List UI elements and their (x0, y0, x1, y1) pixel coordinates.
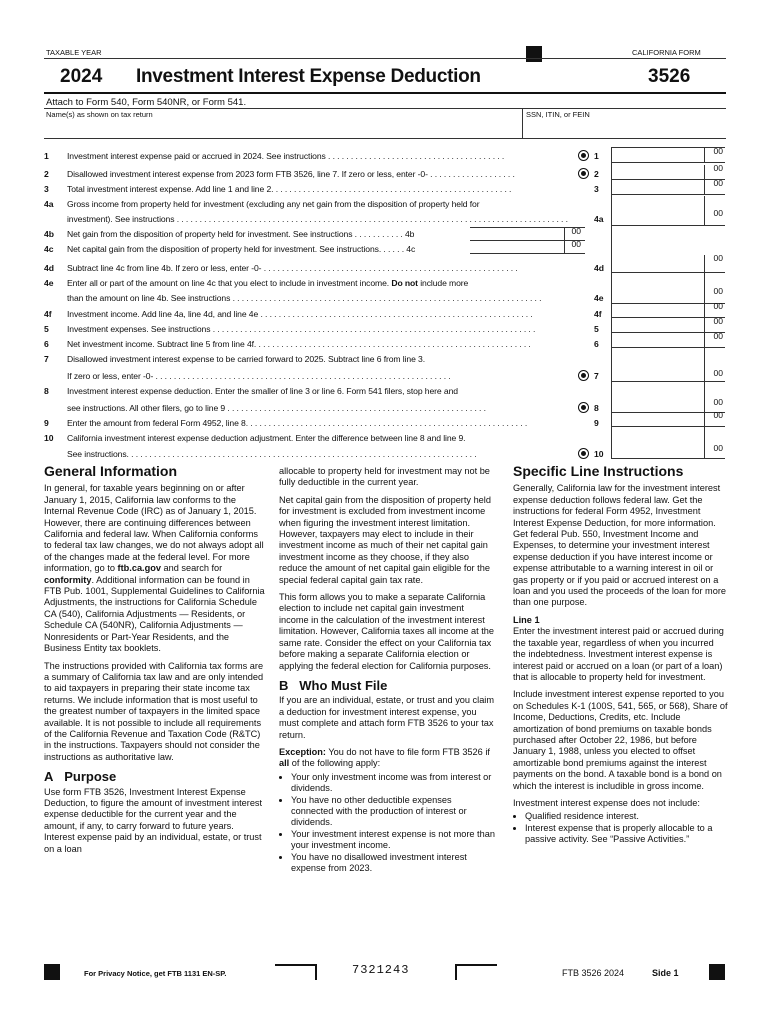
line-5-ref: 5 (594, 324, 599, 334)
amount-column-left-border (611, 147, 612, 458)
purpose-heading (44, 769, 266, 785)
line-8-text-1: Investment interest expense deduction. Enter the smaller of line 3 or line 6. Form 541 filers, stop here and (67, 386, 458, 396)
specific-instructions-heading: Specific Line Instructions (513, 463, 684, 479)
line-3-cents: 00 (713, 178, 723, 188)
names-label: Name(s) as shown on tax return (46, 110, 153, 119)
line-4f-number: 4f (44, 309, 52, 319)
line-4e-text-1 (67, 278, 468, 288)
line-7-number: 7 (44, 354, 49, 364)
line-4f-cents: 00 (713, 301, 723, 311)
footer-mark-left (44, 964, 60, 980)
middle-p3: This form allows you to make a separate California election to include net capital gain investment income in the calculation of the investment interest limitation. However, California taxes all income at the same rate. Consider the effect on your California tax before making a separate California election or applying the federal election for California purposes. (279, 592, 494, 671)
line-4b-number: 4b (44, 229, 55, 239)
line-3-text: Total investment interest expense. Add line 1 and line 2. . . . . . . . . . . . . . . . . . . . . . . . . . . . . . . . . . . . . . . . . . . . . . . . . . . . . (67, 184, 512, 194)
line-4b-text: Net gain from the disposition of property held for investment. See instructions . . . . . . . . . . . 4b (67, 229, 415, 239)
line1-heading: Line 1 (513, 614, 540, 625)
line-9-cents: 00 (713, 410, 723, 420)
form-top-rule (44, 138, 726, 139)
line-10-cents: 00 (713, 443, 723, 453)
who-must-file-text: If you are an individual, estate, or trust and you claim a deduction for investment interest expense, you must complete and attach form FTB 3526 to your tax return. (279, 695, 495, 740)
line-4f-ref: 4f (594, 309, 602, 319)
line-6-ref: 6 (594, 339, 599, 349)
taxable-year-label: TAXABLE YEAR (46, 48, 102, 57)
line-9-text: Enter the amount from federal Form 4952, line 8. . . . . . . . . . . . . . . . . . . . . . . . . . . . . . . . . . . . . . . . . . . . . . . . . . . . . . . . . . . . . . (67, 418, 528, 428)
line-5-number: 5 (44, 324, 49, 334)
line-4c-number: 4c (44, 244, 54, 254)
general-info-heading: General Information (44, 463, 178, 479)
line-7-text-1: Disallowed investment interest expense to be carried forward to 2025. Subtract line 6 from line 3. (67, 354, 426, 364)
footer-mark-right (709, 964, 725, 980)
line-3-amount[interactable] (611, 180, 725, 195)
specific-p2: Enter the investment interest paid or accrued during the taxable year, regardless of when you incurred the indebtedness. Investment interest expense is interest paid or accrued on a loan (or part of a loan) that is allocable to property held for investment. (513, 626, 724, 682)
line-4e-cents: 00 (713, 286, 723, 296)
ftb-link[interactable]: ftb.ca.gov (117, 563, 161, 574)
line-6-cents: 00 (713, 331, 723, 341)
line-7-text-2: If zero or less, enter -0- . . . . . . . . . . . . . . . . . . . . . . . . . . . . . . . . . . . . . . . . . . . . . . . . . . . . . . . . . . . . . . . . . (67, 371, 451, 381)
attach-note: Attach to Form 540, Form 540NR, or Form 541. (46, 97, 247, 108)
middle-p2: Net capital gain from the disposition of property held for investment is excluded from investment income when figuring the investment interest limitation. However, taxpayers may elect to include in their investment income as much of their net capital gain investment income as they choose, if they also reduce the amount of net capital gain eligible for the special federal capital gain tax rate. (279, 494, 491, 585)
exception-all: all (279, 758, 290, 769)
line-7-amount[interactable] (611, 348, 725, 382)
line-4e-text-2: than the amount on line 4b. See instructions . . . . . . . . . . . . . . . . . . . . . . . . . . . . . . . . . . . . . . . . . . . . . . . . . . . . . . . . . . . . . . . . . . . . (67, 293, 542, 303)
line-3-number: 3 (44, 184, 49, 194)
exception-end: of the following apply: (289, 758, 381, 769)
exception-item: • You have no disallowed investment interest expense from 2023. (291, 852, 495, 875)
exception-item: • Your only investment income was from interest or dividends. (291, 772, 495, 795)
line-4a-ref: 4a (594, 214, 604, 224)
line-4a-text-1: Gross income from property held for investment (excluding any net gain from the disposition of property held for (67, 199, 480, 209)
line-4e-text-1c: include more (417, 278, 469, 288)
line-4a-number: 4a (44, 199, 54, 209)
line-4f-amount[interactable] (611, 303, 725, 318)
line-4d-number: 4d (44, 263, 55, 273)
ssn-field[interactable] (523, 110, 726, 138)
specific-p3: Include investment interest expense reported to you on Schedules K-1 (100S, 541, 565, or 568), Share of Income, Deductions, Credits, etc. Include amortization of bond premiums on taxable bonds purchased after October 22, 1986, but before January 1, 1988, unless you elected to offset amortizable bond premiums against the interest payments on the bond. A taxable bond is a bond on which the interest is includible in gross income. (513, 689, 728, 791)
line-1-bullet-icon (578, 150, 589, 161)
purpose-title: Purpose (64, 769, 117, 785)
line-4a-cents: 00 (713, 208, 723, 218)
line-1-cents: 00 (713, 146, 723, 156)
line-4a-amount[interactable] (611, 196, 725, 226)
exclusion-item: • Interest expense that is properly allocable to a passive activity. See “Passive Activities.” (525, 823, 729, 846)
privacy-notice: For Privacy Notice, get FTB 1131 EN-SP. (84, 969, 227, 978)
exception-item: • You have no other deductible expenses connected with the production of interest or dividends. (291, 795, 495, 829)
line-2-cents: 00 (713, 163, 723, 173)
footer-bracket-left (275, 964, 317, 980)
line-10-amount[interactable] (611, 427, 725, 459)
line-10-text-2: See instructions. . . . . . . . . . . . . . . . . . . . . . . . . . . . . . . . . . . . . . . . . . . . . . . . . . . . . . . . . . . . . . . . . . . . . . . . . . . . . (67, 449, 477, 459)
who-title: Who Must File (299, 677, 388, 693)
line-1-text: Investment interest expense paid or accrued in 2024. See instructions . . . . . . . . . . . . . . . . . . . . . . . . . . . . . . . . . . . . . . . (67, 151, 505, 161)
registration-mark (526, 46, 542, 62)
line-9-ref: 9 (594, 418, 599, 428)
line-4b-cents: 00 (571, 226, 581, 236)
purpose-text: Use form FTB 3526, Investment Interest Expense Deduction, to figure the amount of investment interest expense deductible for the current year and the amount, if any, to carry forward to future years. Interest expense paid by an individual, estate, or trust on a loan (44, 786, 263, 854)
line-4e-text-1a: Enter all or part of the amount on line 4c that you elect to include in investment income. (67, 278, 392, 288)
line-8-cents: 00 (713, 397, 723, 407)
line-4e-amount[interactable] (611, 272, 725, 304)
line-8-bullet-icon (578, 402, 589, 413)
line-4f-text: Investment income. Add line 4a, line 4d, and line 4e . . . . . . . . . . . . . . . . . . . . . . . . . . . . . . . . . . . . . . . . . . . . . . . . . . . . . . . . . . . . (67, 309, 533, 319)
general-p1-mid: and search for (160, 563, 223, 574)
line-8-number: 8 (44, 386, 49, 396)
line-2-amount[interactable] (611, 165, 725, 180)
line-4c-amount[interactable] (470, 241, 585, 254)
line-2-bullet-icon (578, 168, 589, 179)
line-4d-cents: 00 (713, 253, 723, 263)
line-10-bullet-icon (578, 448, 589, 459)
line-2-number: 2 (44, 169, 49, 179)
general-p1-end: . Additional information can be found in FTB Pub. 1001, Supplemental Guidelines to California Adjustments, the instructions for California Schedule CA (540), California Adjustments — Residents, or Schedule CA (540NR), California Adjustments — Nonresidents or Part-Year Residents, and the Business Entity tax booklets. (44, 574, 265, 654)
specific-p1: Generally, California law for the investment interest expense deduction follows federal law. Get the instructions for federal Form 4952, Investment Interest Expense Deduction, for more information. Get federal Pub. 550, Investment Income and Expenses, to determine your investment interest expense deduction if you have interest income or expense attributable to a warning interest in oil or gas property or if you paid or accrued interest on a loan and you used the proceeds of the loan for more than one purpose. (513, 483, 726, 608)
line-3-ref: 3 (594, 184, 599, 194)
line-10-text-1: California investment interest expense deduction adjustment. Enter the difference between line 8 and line 9. (67, 433, 466, 443)
line-8-ref: 8 (594, 403, 599, 413)
line-4d-text: Subtract line 4c from line 4b. If zero or less, enter -0- . . . . . . . . . . . . . . . . . . . . . . . . . . . . . . . . . . . . . . . . . . . . . . . . . . . . . . . . (67, 263, 518, 273)
header-rule (44, 58, 726, 59)
line-5-cents: 00 (713, 316, 723, 326)
right-column (513, 463, 729, 852)
general-info-p2: The instructions provided with California tax forms are a summary of California tax law and are only intended to aid taxpayers in preparing their state income tax returns. We include information that is most useful to the greatest number of taxpayers in the limited space available. It is not possible to include all requirements of the California Revenue and Taxation Code (R&TC) in the instructions. Taxpayers should not consider the instructions as authoritative law. (44, 660, 264, 762)
middle-p1: allocable to property held for investment may not be fully deductible in the current year. (279, 466, 490, 488)
line-6-number: 6 (44, 339, 49, 349)
who-letter: B (279, 677, 289, 693)
exclusion-list (513, 811, 729, 845)
line-7-bullet-icon (578, 370, 589, 381)
line-5-amount[interactable] (611, 318, 725, 333)
line-8-text-2: see instructions. All other filers, go to line 9 . . . . . . . . . . . . . . . . . . . . . . . . . . . . . . . . . . . . . . . . . . . . . . . . . . . . . . . . . (67, 403, 486, 413)
line-10-number: 10 (44, 433, 54, 443)
names-rule (44, 108, 726, 109)
general-info-p1 (44, 483, 266, 654)
line-4d-amount[interactable] (611, 255, 725, 273)
line-7-cents: 00 (713, 368, 723, 378)
line-9-amount[interactable] (611, 412, 725, 427)
side-label: Side 1 (652, 968, 679, 978)
form-title: Investment Interest Expense Deduction (136, 66, 481, 87)
exception-text (279, 747, 495, 770)
form-label: CALIFORNIA FORM (632, 48, 701, 57)
exception-label: Exception: (279, 746, 326, 757)
form-id-footer: FTB 3526 2024 (562, 968, 625, 978)
who-must-file-heading (279, 677, 495, 693)
line-4e-number: 4e (44, 278, 54, 288)
names-field[interactable] (44, 110, 522, 138)
footer-bracket-right (455, 964, 497, 980)
ssn-label: SSN, ITIN, or FEIN (526, 110, 590, 119)
line-2-ref: 2 (594, 169, 599, 179)
exception-item: • Your investment interest expense is not more than your investment income. (291, 829, 495, 852)
line-4b-amount[interactable] (470, 227, 585, 241)
line-4c-text: Net capital gain from the disposition of property held for investment. See instructions. . . . . . 4c (67, 244, 416, 254)
general-info-column (44, 463, 266, 861)
exception-list (279, 772, 495, 875)
line-8-amount[interactable] (611, 381, 725, 413)
specific-p4: Investment interest expense does not include: (513, 797, 700, 808)
barcode-number: 7321243 (352, 963, 410, 977)
conformity-term: conformity (44, 574, 92, 585)
form-number: 3526 (648, 66, 691, 87)
line-6-text: Net investment income. Subtract line 5 from line 4f. . . . . . . . . . . . . . . . . . . . . . . . . . . . . . . . . . . . . . . . . . . . . . . . . . . . . . . . . . . . . (67, 339, 531, 349)
middle-column (279, 466, 495, 880)
line-9-number: 9 (44, 418, 49, 428)
line-4e-ref: 4e (594, 293, 604, 303)
line-6-amount[interactable] (611, 333, 725, 348)
line-4c-cents: 00 (571, 239, 581, 249)
line-2-text: Disallowed investment interest expense from 2023 form FTB 3526, line 7. If zero or less, enter -0- . . . . . . . . . . . . . . . . . . . (67, 169, 515, 179)
purpose-letter: A (44, 769, 54, 785)
line-1-number: 1 (44, 151, 49, 161)
line-1-ref: 1 (594, 151, 599, 161)
exception-body: You do not have to file form FTB 3526 if (325, 746, 490, 757)
line-4e-text-1b: Do not (391, 278, 418, 288)
line-10-ref: 10 (594, 449, 604, 459)
line-5-text: Investment expenses. See instructions . . . . . . . . . . . . . . . . . . . . . . . . . . . . . . . . . . . . . . . . . . . . . . . . . . . . . . . . . . . . . . . . . . . . . . . (67, 324, 536, 334)
title-rule (44, 92, 726, 94)
line-4a-text-2: investment). See instructions . . . . . . . . . . . . . . . . . . . . . . . . . . . . . . . . . . . . . . . . . . . . . . . . . . . . . . . . . . . . . . . . . . . . . . . . . . . . . . . . . . . . . . (67, 214, 568, 224)
tax-year: 2024 (60, 66, 103, 87)
line-4d-ref: 4d (594, 263, 605, 273)
exclusion-item: • Qualified residence interest. (525, 811, 729, 822)
line-1-amount[interactable] (611, 147, 725, 163)
general-p1-text: In general, for taxable years beginning on or after January 1, 2015, California law conforms to the Internal Revenue Code (IRC) as of January 1, 2015. However, there are continuing differences between California and federal law. When California conforms to federal tax law changes, we do not always adopt all of the changes made at the federal level. For more information, go to (44, 483, 264, 574)
line-7-ref: 7 (594, 371, 599, 381)
